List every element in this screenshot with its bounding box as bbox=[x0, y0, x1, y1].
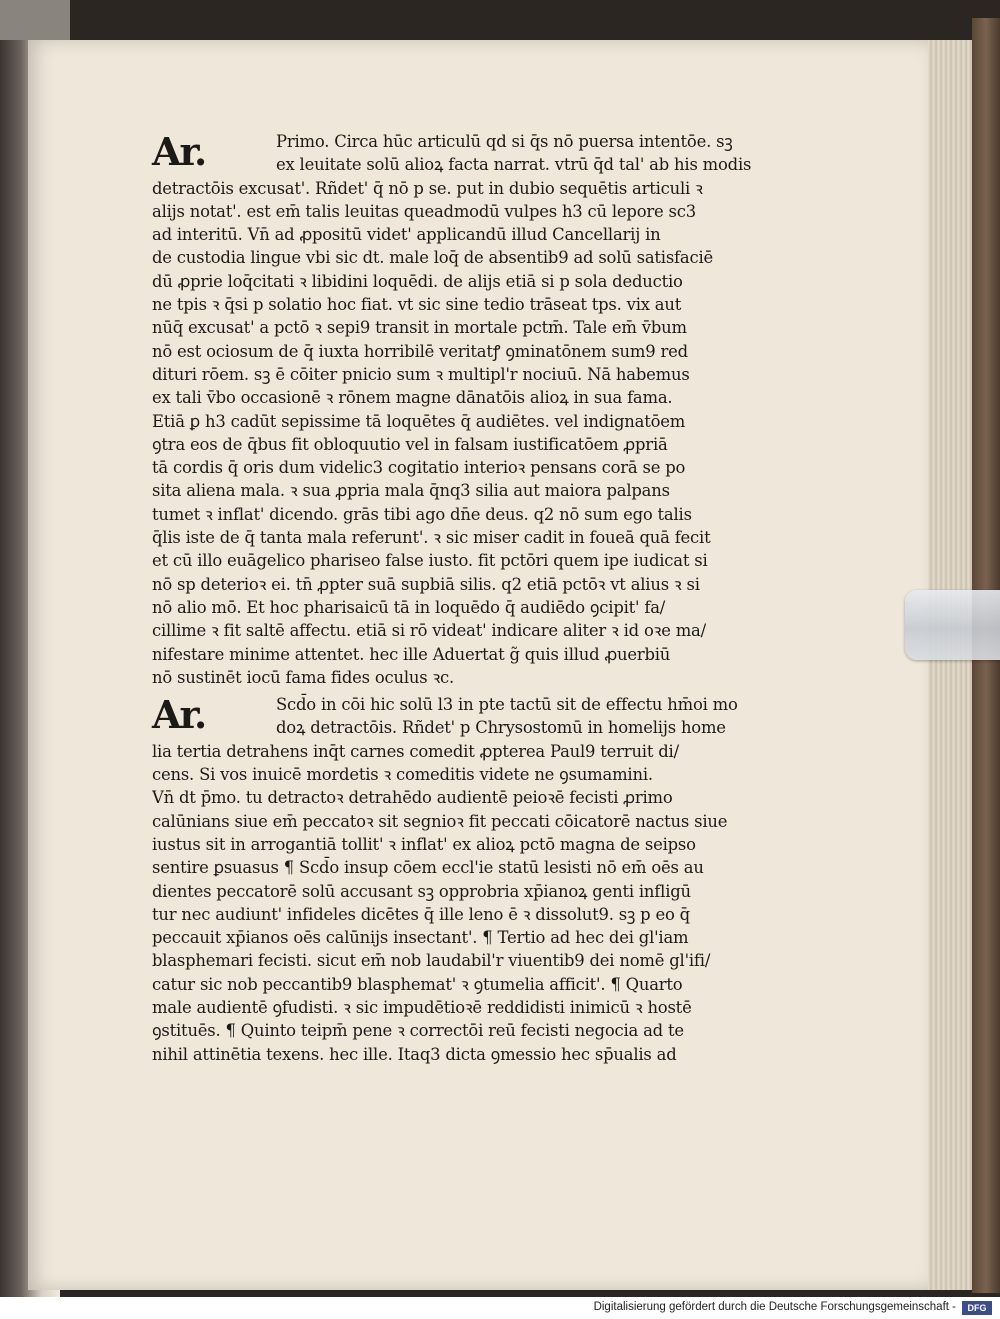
text-line: Primo. Circa hūc articulū qd si q̄s nō puersa intentōe. sꝫ bbox=[276, 132, 733, 151]
text-line: et cū illo euāgelico phariseo false iusto. fit pctōri quem ipe iudicat si bbox=[152, 551, 708, 571]
text-line: catur sic nob peccantib9 blasphemat' ꝛ ꝯtumelia afficit'. ¶ Quarto bbox=[152, 974, 683, 994]
text-line: lia tertia detrahens inq̄t carnes comedit ꝓpterea Paul9 terruit di/ bbox=[152, 741, 679, 761]
text-line: cens. Si vos inuicē mordetis ꝛ comeditis videte ne ꝯsumamini. bbox=[152, 765, 653, 785]
text-line: nūq̄ excusat' a pctō ꝛ sepi9 transit in mortale pctm̄. Tale em̄ v̄bum bbox=[152, 318, 687, 338]
text-line: ꝯtra eos de q̄bus fit obloquutio vel in falsam iustificatōem ꝓpriā bbox=[152, 434, 668, 454]
text-line: blasphemari fecisti. sicut em̄ nob laudabil'r viuentib9 dei nomē gl'ifi/ bbox=[152, 951, 711, 971]
text-line: Vn̄ dt p̄mo. tu detractoꝛ detrahēdo audientē peioꝛē fecisti ꝓrimo bbox=[152, 788, 673, 808]
text-line: ex tali v̄bo occasionē ꝛ rōnem magne dānatōis alioꝝ in sua fama. bbox=[152, 388, 673, 408]
text-line: Scd̄o in cōi hic solū l3 in pte tactū sit de effectu hm̄oi mo bbox=[276, 695, 738, 715]
text-line: tur nec audiunt' infideles dicētes q̄ ille leno ē ꝛ dissolut9. sꝫ p eo q̄ bbox=[152, 904, 690, 924]
paragraph-1 bbox=[152, 130, 752, 689]
text-line: nihil attinētia texens. hec ille. Itaq3 dicta ꝯmessio hec sp̄ualis ad bbox=[152, 1044, 677, 1064]
text-line: calūnians siue em̄ peccatoꝛ sit segnioꝛ fit peccati cōicatorē nactus siue bbox=[152, 811, 728, 831]
text-line: ad interitū. Vn̄ ad ꝓpositū videt' applicandū illud Cancellarij in bbox=[152, 225, 661, 245]
page-clip bbox=[905, 590, 1000, 660]
text-line: ꝯstituēs. ¶ Quinto teipm̄ pene ꝛ correctōi reū fecisti negocia ad te bbox=[152, 1021, 684, 1041]
text-line: ne tpis ꝛ q̄si p solatio hoc fiat. vt sic sine tedio trāseat tps. vix aut bbox=[152, 295, 682, 315]
drop-initial-2: Ar. bbox=[152, 692, 206, 738]
text-line: alijs notat'. est em̄ talis leuitas queadmodū vulpes h3 cū lepore sc3 bbox=[152, 201, 696, 221]
text-line: nifestare minime attentet. hec ille Aduertat g̃ quis illud ꝓuerbiū bbox=[152, 644, 671, 664]
text-line: nō sustinēt iocū fama fides oculus ꝛc. bbox=[152, 667, 455, 687]
text-line: Etiā ꝑ h3 cadūt sepissime tā loquētes q̄ audiētes. vel indignatōem bbox=[152, 411, 686, 431]
text-line: dituri rōem. sꝫ ē cōiter pnicio sum ꝛ multipl'r nociuū. Nā habemus bbox=[152, 364, 690, 384]
text-line: de custodia lingue vbi sic dt. male loq̄ de absentib9 ad solū satisfaciē bbox=[152, 248, 713, 268]
text-line: dientes peccatorē solū accusant sꝫ opprobria xp̄ianoꝝ genti infligū bbox=[152, 881, 691, 901]
text-line: sita aliena mala. ꝛ sua ꝓpria mala q̄nq3 silia aut maiora palpans bbox=[152, 481, 670, 501]
text-line: ex leuitate solū alioꝝ facta narrat. vtrū q̄d tal' ab his modis bbox=[276, 155, 752, 175]
funding-credit: Digitalisierung gefördert durch die Deutsche Forschungsgemeinschaft - bbox=[593, 1301, 956, 1313]
dfg-logo-icon: DFG bbox=[962, 1301, 992, 1315]
text-line: peccauit xp̄ianos oēs calūnijs insectant'. ¶ Tertio ad hec dei gl'iam bbox=[152, 928, 689, 948]
text-line: iustus sit in arrogantiā tollit' ꝛ inflat' ex alioꝝ pctō magna de seipso bbox=[152, 834, 696, 854]
main-text bbox=[152, 130, 752, 1066]
footer-bar bbox=[0, 1297, 1000, 1319]
text-line: male audientē ꝯfudisti. ꝛ sic impudētioꝛē reddidisti inimicū ꝛ hostē bbox=[152, 997, 692, 1017]
text-line: nō est ociosum de q̄ iuxta horribilē veritatꝭ ꝯminatōnem sum9 red bbox=[152, 341, 688, 361]
text-line: nō alio mō. Et hoc pharisaicū tā in loquēdo q̄ audiēdo ꝯcipit' fa/ bbox=[152, 597, 666, 617]
drop-initial-1: Ar. bbox=[152, 129, 206, 174]
text-line: q̄lis iste de q̄ tanta mala referunt'. ꝛ sic miser cadit in foueā quā fecit bbox=[152, 528, 711, 548]
text-line: nō sp deterioꝛ ei. tn̄ ꝓpter suā supbiā silis. q2 etiā pctōꝛ vt alius ꝛ si bbox=[152, 574, 700, 594]
text-line: doꝝ detractōis. Rñdet' p Chrysostomū in homelijs home bbox=[276, 718, 726, 738]
text-line: detractōis excusat'. Rñdet' q̄ nō p se. put in dubio sequētis articuli ꝛ bbox=[152, 178, 703, 198]
binding-corner bbox=[0, 0, 70, 40]
text-line: dū ꝓprie loq̄citati ꝛ libidini loquēdi. de alijs etiā si p sola deductio bbox=[152, 271, 683, 291]
paragraph-2 bbox=[152, 693, 752, 1066]
text-line: cillime ꝛ fit saltē affectu. etiā si rō videat' indicare aliter ꝛ id oꝛe ma/ bbox=[152, 621, 706, 641]
text-line: tumet ꝛ inflat' dicendo. grās tibi ago dn̄e deus. q2 nō sum ego talis bbox=[152, 504, 692, 524]
text-line: sentire ꝑsuasus ¶ Scd̄o insup cōem eccl'ie statū lesisti nō em̄ oēs au bbox=[152, 858, 704, 878]
page-edges bbox=[928, 40, 978, 1290]
text-line: tā cordis q̄ oris dum videlic3 cogitatio interioꝛ pensans corā se po bbox=[152, 458, 686, 478]
